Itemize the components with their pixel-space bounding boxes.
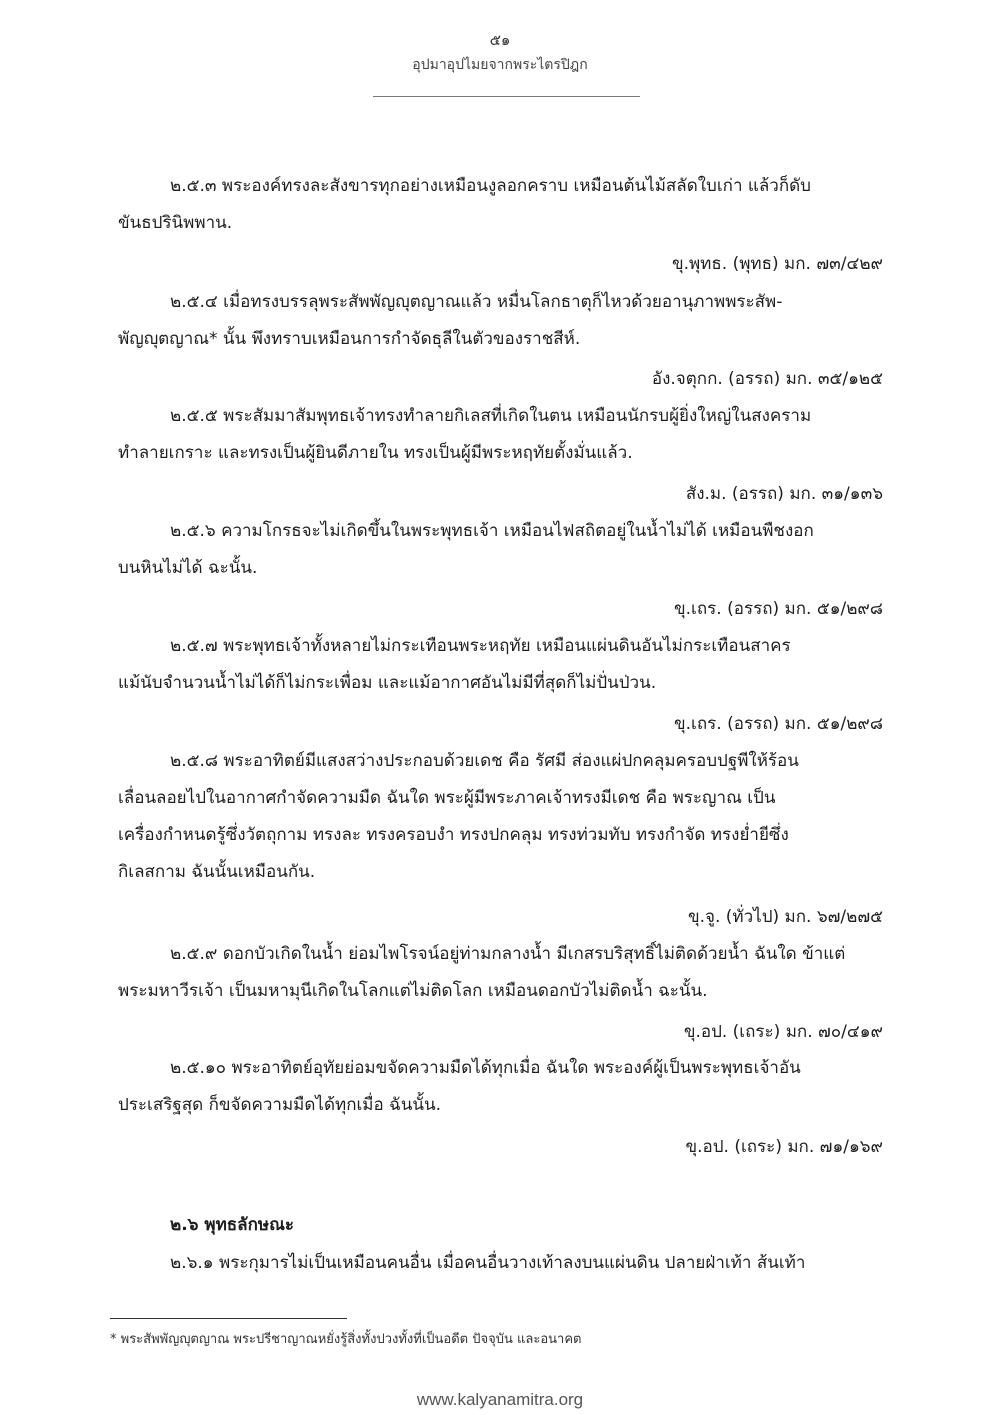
- entry-paragraph: [118, 743, 883, 891]
- entry-line: ๒.๕.๘ พระอาทิตย์มีแสงสว่างประกอบด้วยเดช คือ รัศมี ส่องแผ่ปกคลุมครอบปฐพีให้ร้อน: [170, 751, 799, 771]
- header-divider: [373, 96, 640, 97]
- citation: อัง.จตุกก. (อรรถ) มก. ๓๕/๑๒๕: [651, 369, 883, 389]
- citation: สัง.ม. (อรรถ) มก. ๓๑/๑๓๖: [685, 484, 883, 504]
- entry-paragraph: [118, 398, 883, 472]
- entry-line: กิเลสกาม ฉันนั้นเหมือนกัน.: [118, 862, 316, 882]
- entry-line: เลื่อนลอยไปในอากาศกำจัดความมืด ฉันใด พระผู้มีพระภาคเจ้าทรงมีเดช คือ พระญาณ เป็น: [118, 788, 776, 808]
- section-paragraph: [118, 1245, 883, 1282]
- entry-line: เครื่องกำหนดรู้ซึ่งวัตถุกาม ทรงละ ทรงครอบงำ ทรงปกคลุม ทรงท่วมทับ ทรงกำจัด ทรงย่ำยีซึ่ง: [118, 825, 789, 845]
- entry-line: ๒.๕.๑๐ พระอาทิตย์อุทัยย่อมขจัดความมืดได้ทุกเมื่อ ฉันใด พระองค์ผู้เป็นพระพุทธเจ้าอัน: [170, 1058, 801, 1078]
- entry-line: ทำลายเกราะ และทรงเป็นผู้ยินดีภายใน ทรงเป็นผู้มีพระหฤทัยตั้งมั่นแล้ว.: [118, 443, 633, 463]
- entry-paragraph: [118, 936, 883, 1010]
- entry-line: บนหินไม่ได้ ฉะนั้น.: [118, 558, 258, 578]
- entry-line: ๒.๖.๑ พระกุมารไม่เป็นเหมือนคนอื่น เมื่อคนอื่นวางเท้าลงบนแผ่นดิน ปลายฝ่าเท้า ส้นเท้า: [170, 1253, 806, 1273]
- entry-paragraph: [118, 168, 883, 242]
- citation: ขุ.จู. (ทั่วไป) มก. ๖๗/๒๗๕: [687, 907, 883, 927]
- entry-paragraph: [118, 628, 883, 702]
- entry-line: พัญญุตญาณ* นั้น พึงทราบเหมือนการกำจัดธุลีในตัวของราชสีห์.: [118, 329, 581, 349]
- page-header: [0, 30, 1000, 76]
- entry-line: ๒.๕.๓ พระองค์ทรงละสังขารทุกอย่างเหมือนงูลอกคราบ เหมือนต้นไม้สลัดใบเก่า แล้วก็ดับ: [170, 176, 811, 196]
- entry-line: ๒.๕.๖ ความโกรธจะไม่เกิดขึ้นในพระพุทธเจ้า เหมือนไฟสถิตอยู่ในน้ำไม่ได้ เหมือนพืชงอก: [170, 521, 814, 541]
- footer-url: www.kalyanamitra.org: [416, 1390, 584, 1409]
- entry-line: พระมหาวีรเจ้า เป็นมหามุนีเกิดในโลกแต่ไม่ติดโลก เหมือนดอกบัวไม่ติดน้ำ ฉะนั้น.: [118, 981, 708, 1001]
- footnote-divider: [110, 1318, 347, 1319]
- section-heading: ๒.๖ พุทธลักษณะ: [170, 1215, 294, 1235]
- entry-line: ๒.๕.๕ พระสัมมาสัมพุทธเจ้าทรงทำลายกิเลสที่เกิดในตน เหมือนนักรบผู้ยิ่งใหญ่ในสงคราม: [170, 406, 812, 426]
- entry-line: แม้นับจำนวนน้ำไม่ได้ก็ไม่กระเพื่อม และแม้อากาศอันไม่มีที่สุดก็ไม่ปั่นป่วน.: [118, 673, 657, 693]
- citation: ขุ.พุทธ. (พุทธ) มก. ๗๓/๔๒๙: [671, 254, 883, 274]
- footnote: * พระสัพพัญญุตญาณ พระปรีชาญาณหยั่งรู้สิ่งทั้งปวงทั้งที่เป็นอดีต ปัจจุบัน และอนาคต: [110, 1332, 582, 1347]
- entry-paragraph: [118, 513, 883, 587]
- entry-line: ๒.๕.๗ พระพุทธเจ้าทั้งหลายไม่กระเทือนพระหฤทัย เหมือนแผ่นดินอันไม่กระเทือนสาคร: [170, 636, 791, 656]
- page-number: ๕๑: [489, 31, 511, 49]
- citation: ขุ.อป. (เถระ) มก. ๗๐/๔๑๙: [683, 1022, 883, 1042]
- citation: ขุ.เถร. (อรรถ) มก. ๕๑/๒๙๘: [674, 599, 883, 619]
- entry-line: ๒.๕.๔ เมื่อทรงบรรลุพระสัพพัญญุตญาณแล้ว หมื่นโลกธาตุก็ไหวด้วยอานุภาพพระสัพ-: [170, 292, 783, 312]
- citation: ขุ.เถร. (อรรถ) มก. ๕๑/๒๙๘: [674, 714, 883, 734]
- citation: ขุ.อป. (เถระ) มก. ๗๑/๑๖๙: [685, 1137, 883, 1157]
- entry-line: ประเสริฐสุด ก็ขจัดความมืดได้ทุกเมื่อ ฉันนั้น.: [118, 1095, 441, 1115]
- entry-paragraph: [118, 1050, 883, 1124]
- running-title: อุปมาอุปไมยจากพระไตรปิฎก: [412, 57, 588, 73]
- entry-paragraph: [118, 284, 883, 358]
- entry-line: ๒.๕.๙ ดอกบัวเกิดในน้ำ ย่อมไพโรจน์อยู่ท่ามกลางน้ำ มีเกสรบริสุทธิ์ไม่ติดด้วยน้ำ ฉันใด ข้าแต่: [170, 944, 846, 964]
- entry-line: ขันธปรินิพพาน.: [118, 213, 233, 233]
